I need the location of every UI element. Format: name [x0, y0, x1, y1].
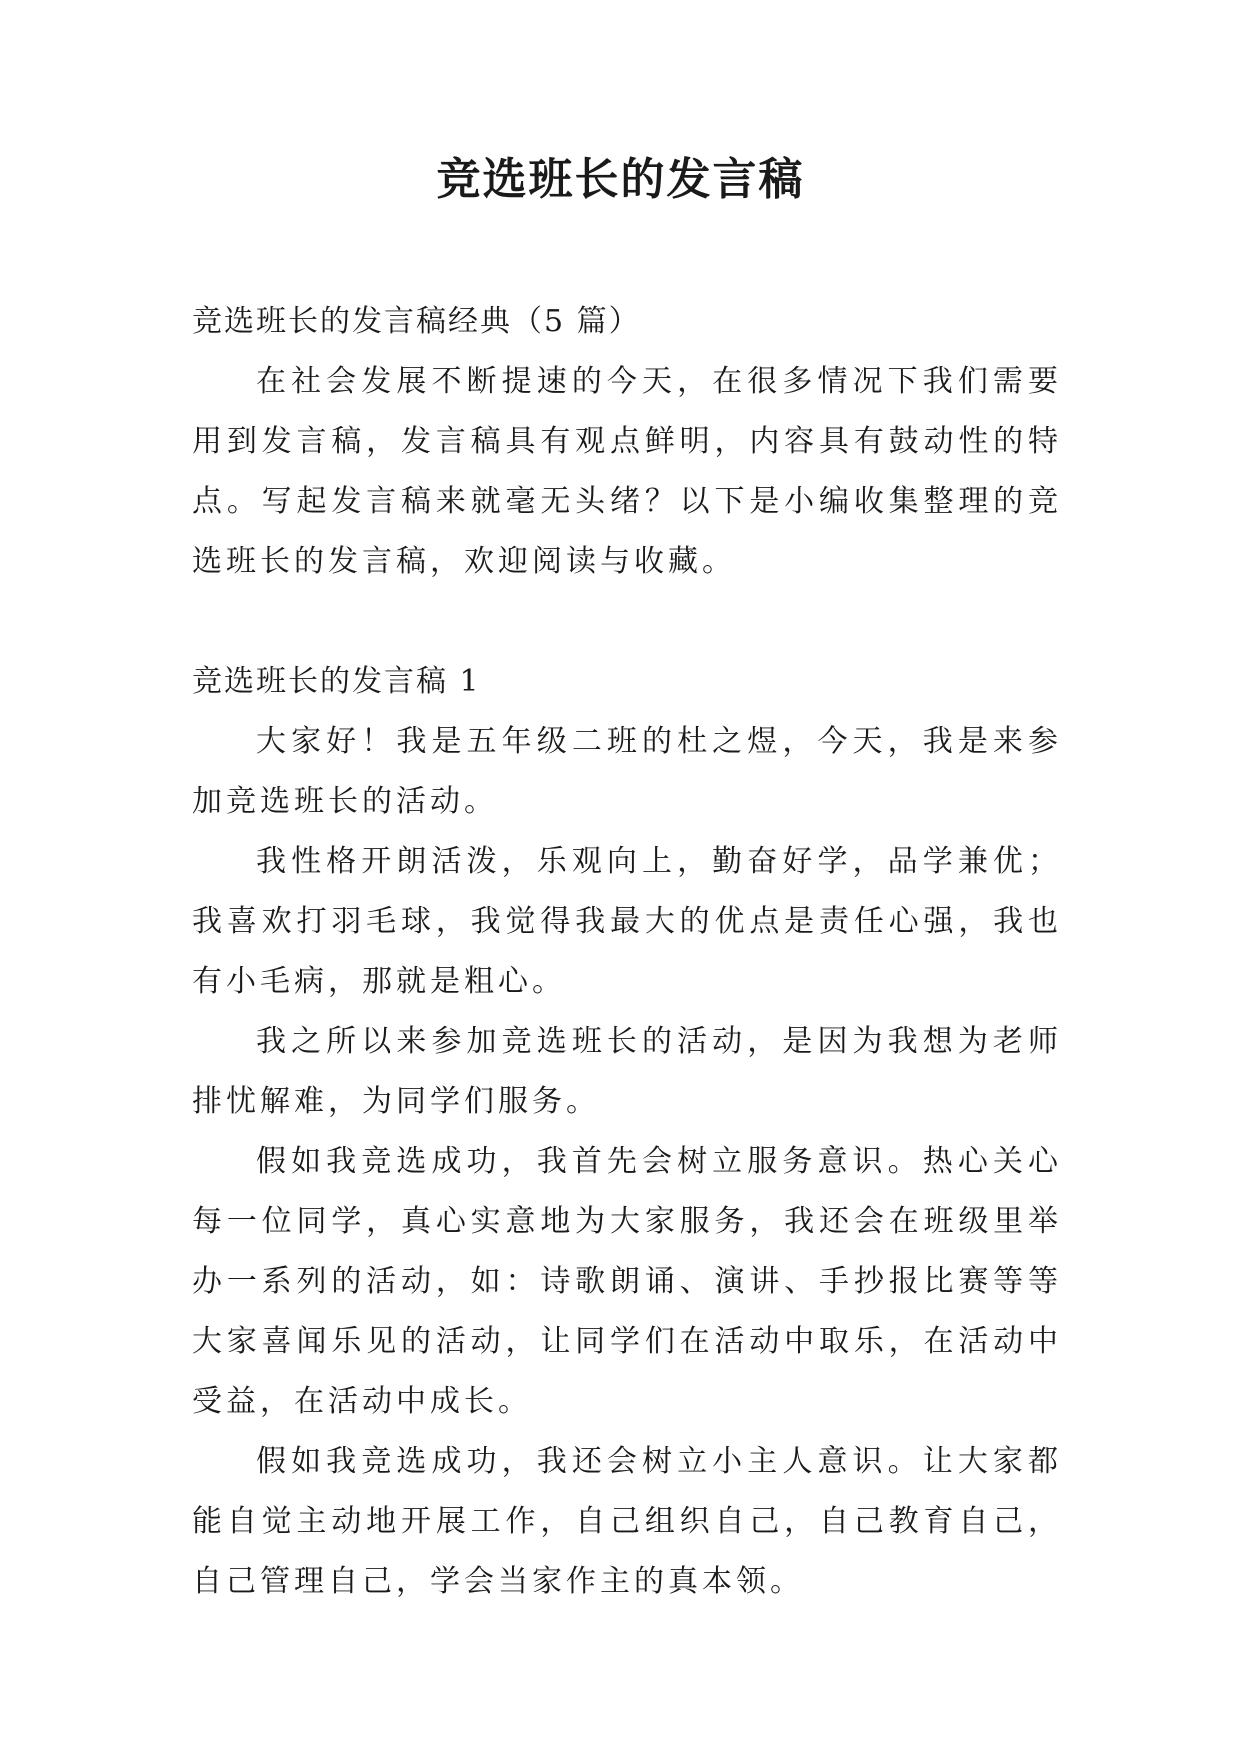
- body-paragraph: 大家好！我是五年级二班的杜之煜，今天，我是来参加竞选班长的活动。: [192, 724, 1062, 819]
- body-paragraph: 我性格开朗活泼，乐观向上，勤奋好学，品学兼优；我喜欢打羽毛球，我觉得我最大的优点是责任心强，我也有小毛病，那就是粗心。: [192, 844, 1062, 999]
- section-heading: 竞选班长的发言稿 1: [192, 664, 481, 699]
- document-body: [192, 292, 1062, 1612]
- body-paragraph: 假如我竞选成功，我首先会树立服务意识。热心关心每一位同学，真心实意地为大家服务，我还会在班级里举办一系列的活动，如：诗歌朗诵、演讲、手抄报比赛等等大家喜闻乐见的活动，让同学们在活动中取乐，在活动中受益，在活动中成长。: [192, 1144, 1062, 1419]
- document-title: 竞选班长的发言稿: [436, 154, 805, 205]
- body-paragraph: 假如我竞选成功，我还会树立小主人意识。让大家都能自觉主动地开展工作，自己组织自己，自己教育自己，自己管理自己，学会当家作主的真本领。: [192, 1444, 1062, 1599]
- section-spacer: [192, 592, 1062, 652]
- body-paragraph: 我之所以来参加竞选班长的活动，是因为我想为老师排忧解难，为同学们服务。: [192, 1024, 1062, 1119]
- intro-paragraph: 在社会发展不断提速的今天，在很多情况下我们需要用到发言稿，发言稿具有观点鲜明，内容具有鼓动性的特点。写起发言稿来就毫无头绪？以下是小编收集整理的竞选班长的发言稿，欢迎阅读与收藏。: [192, 364, 1062, 579]
- document-subtitle: 竞选班长的发言稿经典（5 篇）: [192, 304, 641, 339]
